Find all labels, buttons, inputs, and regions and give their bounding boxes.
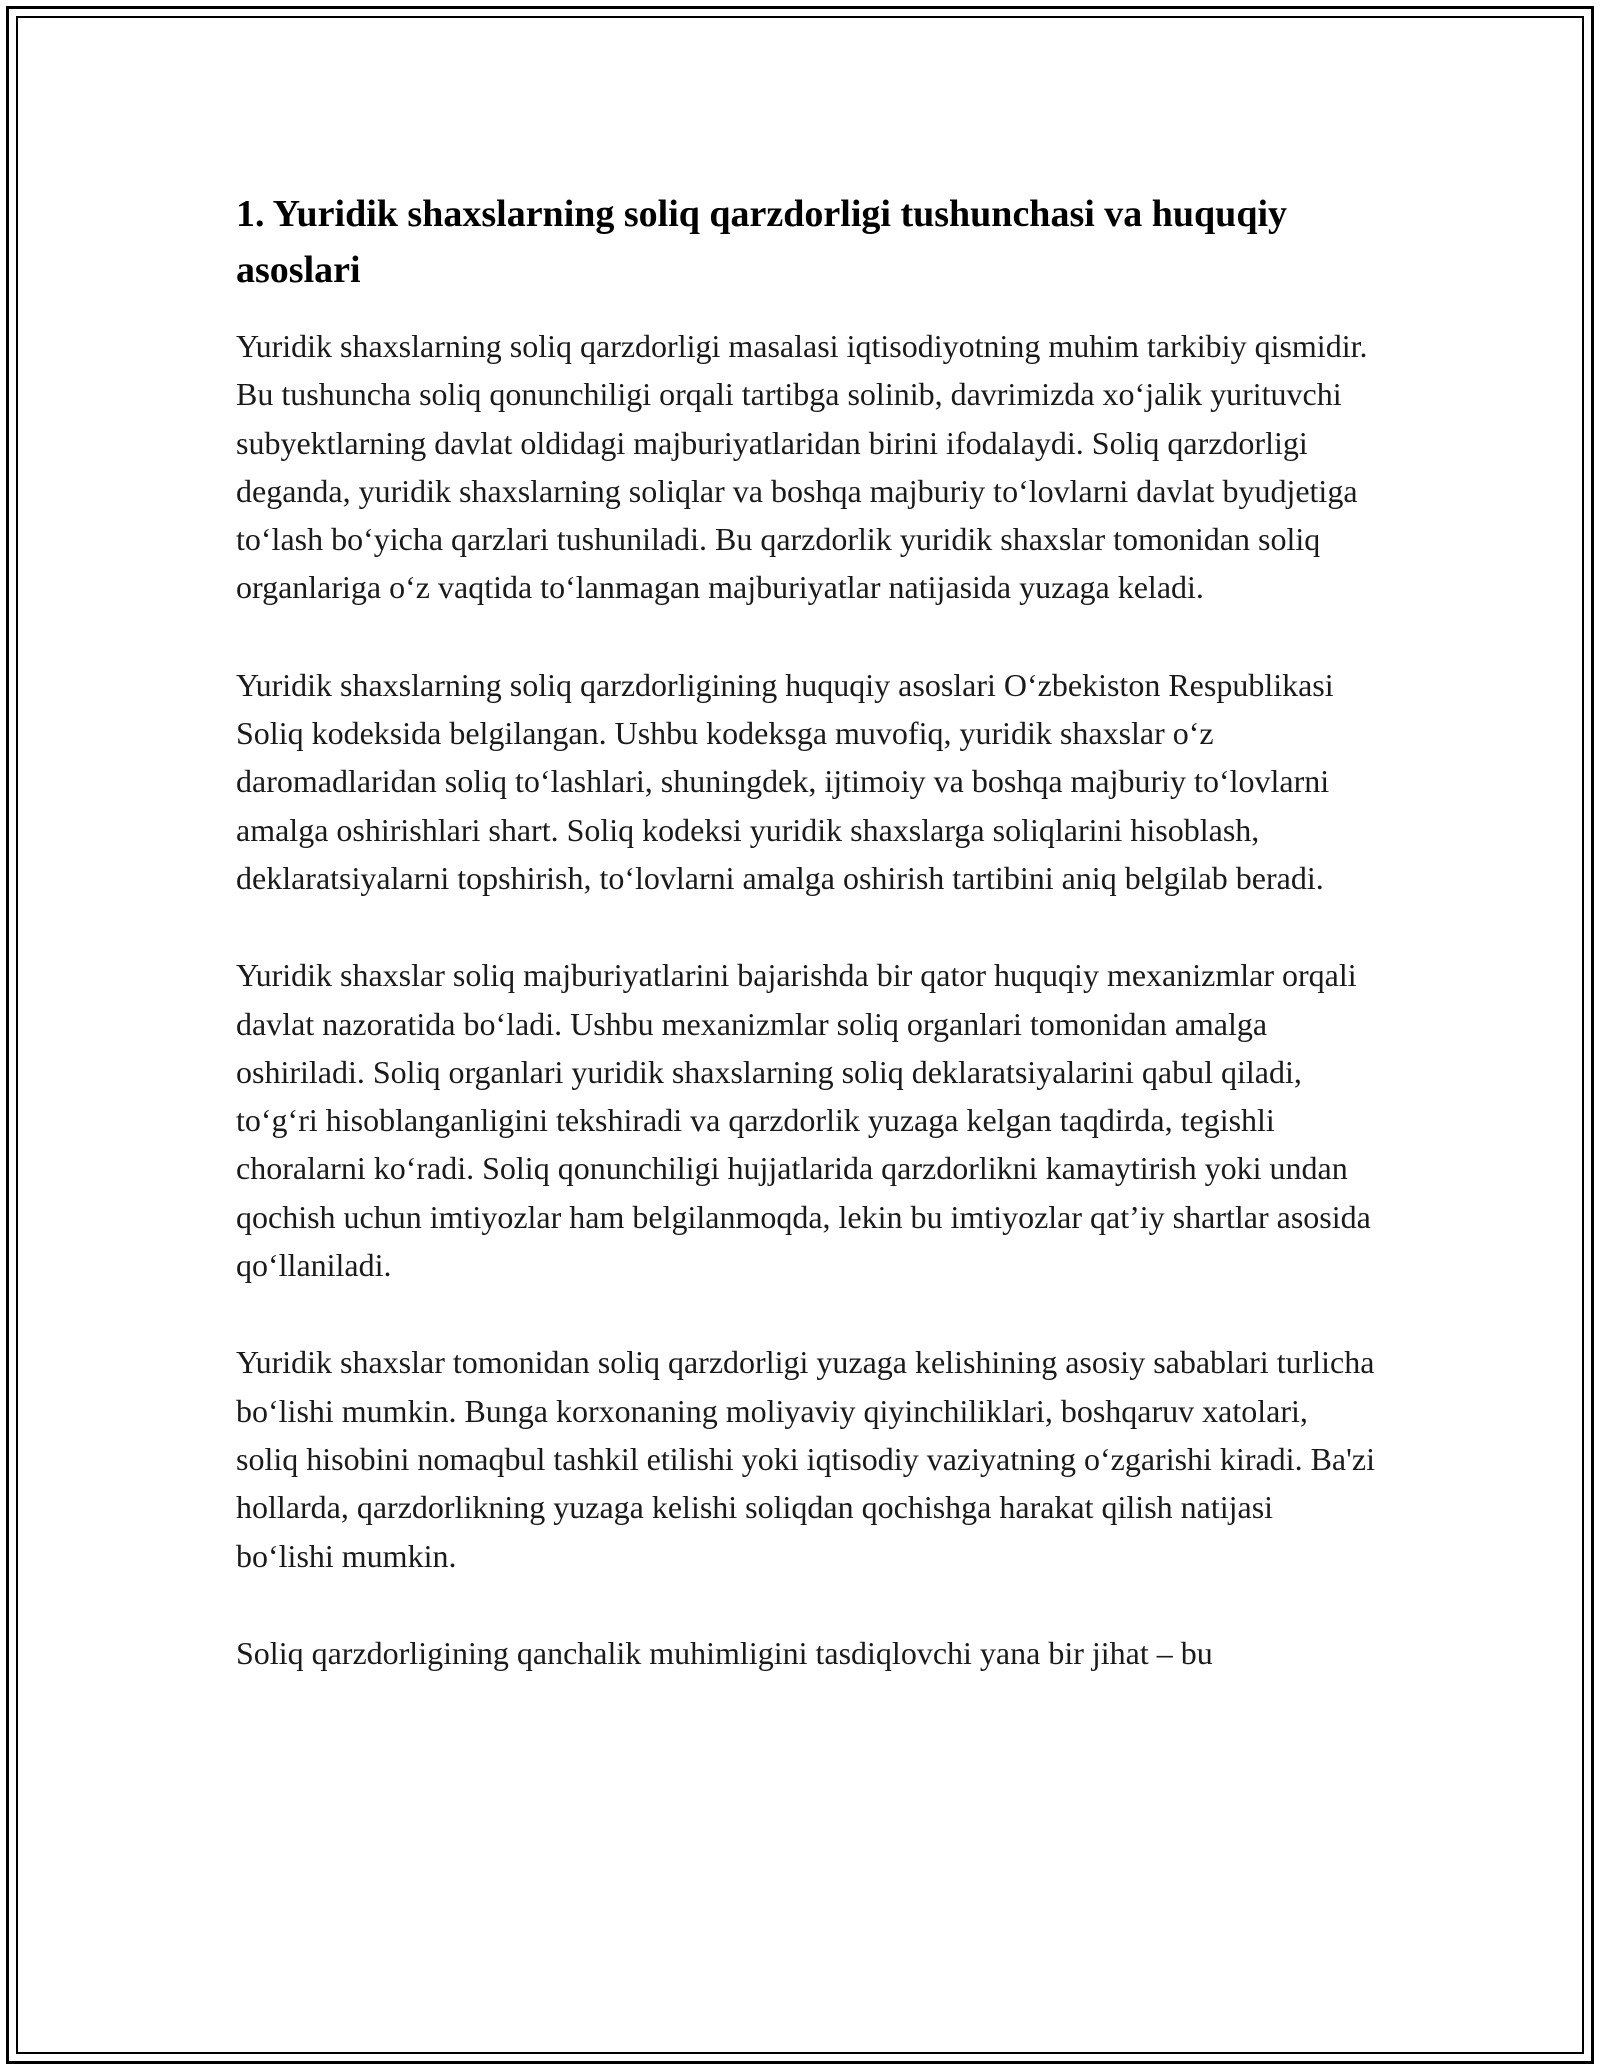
document-page — [236, 186, 1376, 1677]
paragraph-1: Yuridik shaxslarning soliq qarzdorligi masalasi iqtisodiyotning muhim tarkibiy qismidir. Bu tushuncha soliq qonunchiligi orqali tartibga solinib, davrimizda xo‘jalik yurituvchi subyektlarning davlat oldidagi majburiyatlaridan birini ifodalaydi. Soliq qarzdorligi deganda, yuridik shaxslarning soliqlar va boshqa majburiy to‘lovlarni davlat byudjetiga to‘lash bo‘yicha qarzlari tushuniladi. Bu qarzdorlik yuridik shaxslar tomonidan soliq organlariga o‘z vaqtida to‘lanmagan majburiyatlar natijasida yuzaga keladi. — [236, 328, 1368, 606]
paragraph-5: Soliq qarzdorligining qanchalik muhimligini tasdiqlovchi yana bir jihat – bu — [236, 1634, 1213, 1671]
paragraph-2: Yuridik shaxslarning soliq qarzdorligining huquqiy asoslari O‘zbekiston Respublikasi Soliq kodeksida belgilangan. Ushbu kodeksga muvofiq, yuridik shaxslar o‘z daromadlaridan soliq to‘lashlari, shuningdek, ijtimoiy va boshqa majburiy to‘lovlarni amalga oshirishlari shart. Soliq kodeksi yuridik shaxslarga soliqlarini hisoblash, deklaratsiyalarni topshirish, to‘lovlarni amalga oshirish tartibini aniq belgilab beradi. — [236, 666, 1334, 896]
paragraph-3: Yuridik shaxslar soliq majburiyatlarini bajarishda bir qator huquqiy mexanizmlar orqali davlat nazoratida bo‘ladi. Ushbu mexanizmlar soliq organlari tomonidan amalga oshiriladi. Soliq organlari yuridik shaxslarning soliq deklaratsiyalarini qabul qiladi, to‘g‘ri hisoblanganligini tekshiradi va qarzdorlik yuzaga kelgan taqdirda, tegishli choralarni ko‘radi. Soliq qonunchiligi hujjatlarida qarzdorlikni kamaytirish yoki undan qochish uchun imtiyozlar ham belgilanmoqda, lekin bu imtiyozlar qat’iy shartlar asosida qo‘llaniladi. — [236, 957, 1371, 1284]
section-heading: 1. Yuridik shaxslarning soliq qarzdorligi tushunchasi va huquqiy asoslari — [236, 193, 1288, 291]
paragraph-4: Yuridik shaxslar tomonidan soliq qarzdorligi yuzaga kelishining asosiy sabablari turlicha bo‘lishi mumkin. Bunga korxonaning moliyaviy qiyinchiliklari, boshqaruv xatolari, soliq hisobini nomaqbul tashkil etilishi yoki iqtisodiy vaziyatning o‘zgarishi kiradi. Ba'zi hollarda, qarzdorlikning yuzaga kelishi soliqdan qochishga harakat qilish natijasi bo‘lishi mumkin. — [236, 1344, 1375, 1574]
